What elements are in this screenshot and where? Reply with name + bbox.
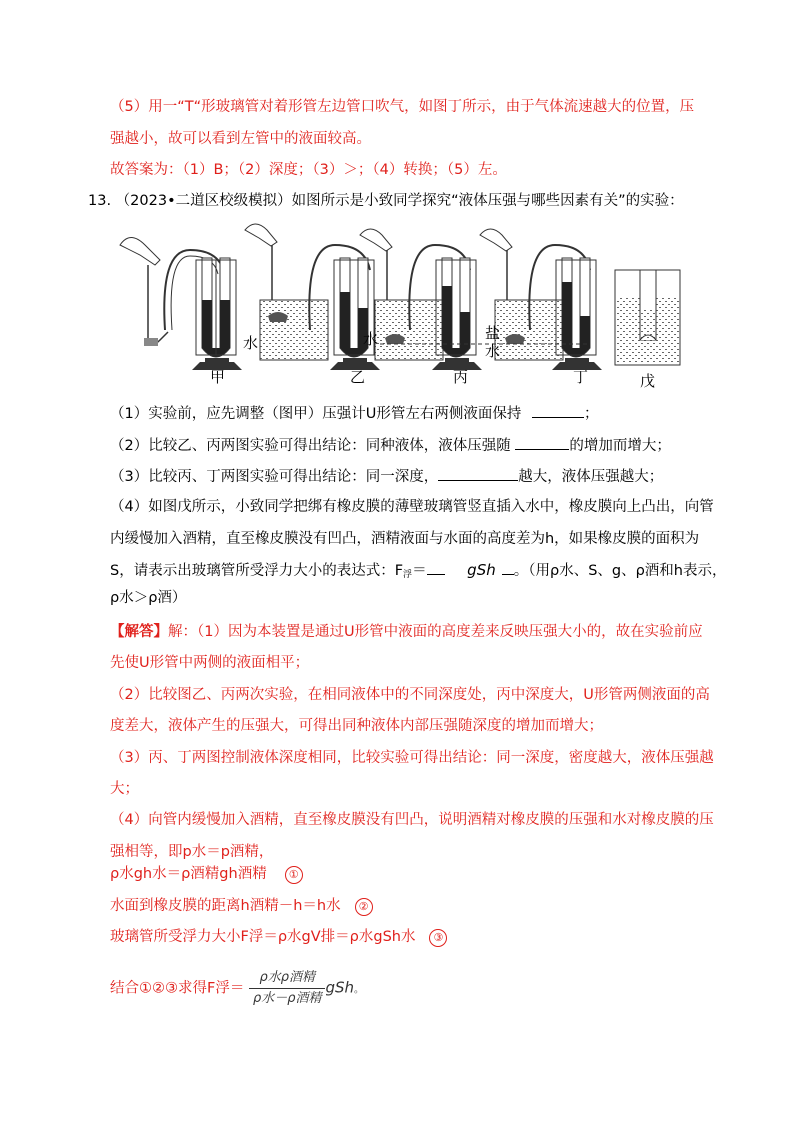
fig-label-wu: 戊 [640,372,656,390]
final-fraction [249,968,326,1009]
q4-line-3-text: S，请表示出玻璃管所受浮力大小的表达式：F [110,563,404,579]
q2-blank [515,435,569,450]
solution-3b: 大； [110,781,139,797]
equation-2 [110,896,373,916]
label-water-yi: 水 [243,334,259,352]
experiment-figure [110,220,690,390]
circle-2: ② [355,898,373,916]
question-text: （2023•二道区校级模拟）如图所示是小致同学探究“液体压强与哪些因素有关”的实验： [115,193,684,209]
fig-label-jia: 甲 [210,368,226,386]
solution-1b: 先使U形管中两侧的液面相平； [110,655,310,671]
equation-1 [110,864,303,884]
q4-line-4: ρ水＞ρ酒） [110,590,187,606]
q4-line-3 [110,560,727,585]
q3-blank [438,466,518,481]
prev-line-1: （5）用一“T“形玻璃管对着形管左边管口吹气，如图丁所示，由于气体流速越大的位置，压 [110,99,695,115]
q2-end: 的增加而增大； [569,438,671,454]
label-salt-2: 水 [485,342,501,360]
solution-4a: （4）向管内缓慢加入酒精，直至橡皮膜没有凹凸，说明酒精对橡皮膜的压强和水对橡皮膜的压 [110,812,714,828]
apparatus-wu [615,270,680,365]
q4-blank-b [502,560,514,575]
q1-end: ； [583,406,599,422]
q3-text: （3）比较丙、丁两图实验可得出结论：同一深度， [110,469,439,485]
q4-line-3-eq: ＝ [412,563,427,579]
q3-end: 越大，液体压强越大； [518,469,664,485]
q4-line-1: （4）如图戊所示，小致同学把绑有橡皮膜的薄壁玻璃管竖直插入水中，橡皮膜向上凸出，向管 [110,499,714,515]
circle-1: ① [285,866,303,884]
final-result [110,968,364,1009]
q4-line-3-end: 。（用ρ水、S、g、ρ酒和h表示， [513,563,727,579]
equation-1-text: ρ水gh水＝ρ酒精gh酒精 [110,866,267,882]
fig-label-yi: 乙 [350,368,366,386]
final-text: 结合①②③求得F浮＝ [110,980,245,997]
q4-expression: gSh [467,561,496,579]
prev-line-2: 强越小，故可以看到左管中的液面较高。 [110,131,371,147]
question-number: 13. [88,193,112,209]
fig-label-bing: 丙 [453,368,469,386]
solution-tag: 【解答】 [110,624,168,640]
solution-2a: （2）比较图乙、丙两次实验，在相同液体中的不同深度处，丙中深度大，U形管两侧液面的高 [110,687,710,703]
fraction-numerator: ρ水ρ酒精 [249,968,326,989]
apparatus-bing [360,229,482,370]
circle-3: ③ [429,929,447,947]
apparatus-yi [245,224,380,370]
solution-1a-text: 解：（1）因为本装置是通过U形管中液面的高度差来反映压强大小的，故在实验前应 [168,624,703,640]
q2-text: （2）比较乙、丙两图实验可得出结论：同种液体，液体压强随 [110,438,511,454]
q1 [110,403,598,424]
label-salt-1: 盐 [485,324,501,342]
equation-3-text: 玻璃管所受浮力大小F浮＝ρ水gV排＝ρ水gSh水 [110,929,416,945]
fraction-denominator: ρ水－ρ酒精 [252,991,322,1006]
fig-label-ding: 丁 [573,368,589,386]
solution-3a: （3）丙、丁两图控制液体深度相同，比较实验可得出结论：同一深度，密度越大，液体压强越 [110,750,714,766]
q1-text: （1）实验前，应先调整（图甲）压强计U形管左右两侧液面保持 [110,406,522,422]
solution-4b: 强相等，即p水＝p酒精， [110,844,274,860]
question-stem [88,191,684,211]
q4-line-3-sub: 浮 [403,570,413,580]
equation-3 [110,927,447,947]
solution-2b: 度差大，液体产生的压强大，可得出同种液体内部压强随深度的增加而增大； [110,718,603,734]
solution-1a [110,622,703,642]
equation-2-text: 水面到橡皮膜的距离h酒精－h＝h水 [110,898,341,914]
prev-answer: 故答案为：（1）B；（2）深度；（3）＞；（4）转换；（5）左。 [110,162,507,178]
label-water-bing: 水 [363,330,379,348]
q4-blank-a [427,560,445,575]
final-end: 。 [354,984,365,996]
final-gsh: gSh [325,978,355,997]
q1-blank [532,403,584,418]
q2 [110,435,671,456]
q4-line-2: 内缓慢加入酒精，直至橡皮膜没有凹凸，酒精液面与水面的高度差为h，如果橡皮膜的面积为 [110,531,700,547]
q3 [110,466,663,487]
apparatus-jia [120,238,242,371]
